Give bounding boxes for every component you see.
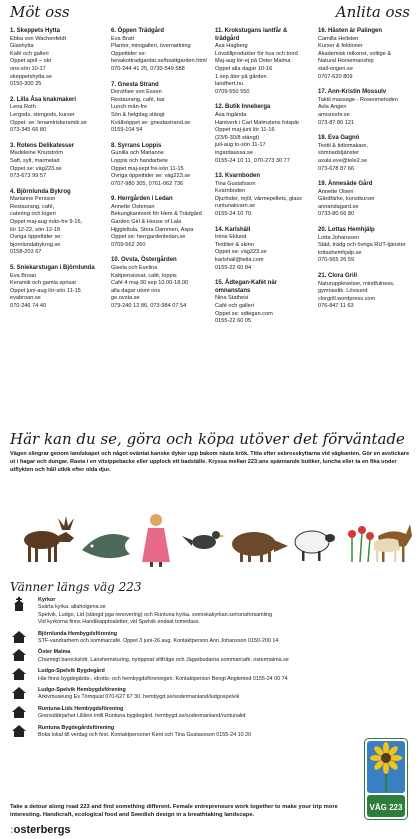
entry-line: amozeshr.se [318, 111, 350, 118]
entry-line: 0707-980 305, 0761-062 736 [111, 180, 184, 187]
entry-line: Öppet: se: lenamiriskeramik.se [10, 119, 87, 126]
entry-line: Natural Horsemanship [318, 58, 374, 65]
entry-line: Bekungkantverk för Hem & Trädgård [111, 211, 202, 218]
entry-line: Saft, sylt, marmelad [10, 157, 60, 164]
friend-entry [10, 597, 410, 627]
directory-entry [318, 89, 414, 127]
activities-title: Här kan du se, göra och köpa utöver det förväntade [10, 430, 405, 448]
entry-line: Öppet se: väg223.se [215, 249, 267, 256]
directory-entry [215, 104, 313, 165]
entry-line: Nina Stathesi [215, 295, 249, 302]
entry-title: 19. Ännesäde Gård [318, 181, 373, 188]
entry-title: 10. Ovsta, Östergården [111, 257, 177, 264]
entry-line: Öppet se: herrgardenledan.se [111, 234, 186, 241]
entry-line: 1 sep åter på gården [215, 73, 267, 80]
entry-line: Ebba von Wachenfeldt [10, 35, 67, 42]
friend-line: STF-vandrarhem och sommarcafé. Öppet 3 juni-26 aug. Kontaktperson Ann Johansson 0150-200 14 [38, 638, 279, 645]
fish-icon [82, 534, 130, 558]
friend-entry [10, 631, 410, 646]
entry-line: 076-847 11 63 [318, 303, 354, 310]
entry-title: 1. Skeppets Hytta [10, 28, 61, 34]
entry-line: Eva Bratt [111, 35, 135, 42]
brand-name: osterbergs [13, 824, 71, 836]
entry-line: Marianne Persson [10, 196, 56, 203]
entry-line: Loppis och handarbete [111, 157, 168, 164]
entry-line: Lövstillprodukter för hus och bord [215, 50, 298, 57]
friend-title: Ludgo-Spelvik Bygdegård [38, 668, 105, 675]
detour-text: Take a detour along road 223 and find something different. Female entrepreneurs work together to make your trip more interesting. Handicraft, ecological food and Swedish design in a breathtaking landscape. [10, 804, 338, 818]
column-4 [318, 28, 414, 319]
entry-line: Restaurang, café, bar [111, 96, 165, 103]
friend-line: Boka lokal till verdag och fest. Kontaktpersoner Kent och Tina Gustavsson 0155-24 10 20 [38, 732, 252, 739]
entry-line: Gisela och Evelina [111, 265, 158, 272]
entry-line: Naturupplevelser, mindfulness, [318, 280, 395, 287]
entry-line: Öppet juni-aug lör-sön 11-15 [10, 287, 81, 294]
directory-entry [318, 28, 414, 81]
brand-logo [10, 824, 71, 836]
entry-line: catering och logeri [10, 211, 56, 218]
entry-line: Lotta Johanssen [318, 234, 360, 241]
house-icon [12, 668, 26, 680]
directory-entry [318, 273, 414, 311]
entry-line: Iréne Eklund [215, 234, 247, 241]
friend-title: Ludgo-Spelvik Hembygdsförening [38, 687, 126, 694]
friend-title: Runtuna Bygdegårdsförening [38, 724, 115, 731]
column-2 [111, 28, 209, 319]
entry-line: lottashemhjalp.se [318, 249, 362, 256]
directory-entry [10, 97, 102, 135]
entry-line: Öppet maj-aug mån-fre 9-16, [10, 219, 83, 226]
badge-text: VÄG 223 [369, 803, 403, 812]
entry-line: Hantverk i Carl Malmstens fotspår [215, 119, 300, 126]
entry-title: 11. Krokstugans lantfår & trädgård [215, 28, 288, 42]
entry-line: Kvarnboden [215, 188, 246, 195]
entry-line: 0158-203 67 [10, 249, 42, 256]
entry-line: Sön & helgdag stängt [111, 111, 165, 118]
horses-icon [374, 524, 412, 562]
entry-line: 070-246 74 40 [10, 303, 47, 309]
entry-line: Öppet maj-sept fre-sön 11-15 [111, 165, 184, 172]
directory-entry [111, 143, 209, 189]
entry-title: 14. Karlshäll [215, 226, 251, 233]
entry-title: 3. Rotens Delikatesser [10, 142, 75, 149]
entry-line: 0155-22 60 84 [215, 264, 252, 271]
friend-entry [10, 706, 410, 721]
directory-entry [215, 227, 313, 273]
entry-line: ons-sön 10-17 [10, 65, 46, 72]
friends-title: Vänner längs väg 223 [10, 580, 142, 594]
entry-line: Öppet se: väg223.se [10, 165, 62, 172]
entry-title: 7. Gnesta Strand [111, 81, 159, 88]
friend-entry [10, 649, 410, 664]
entry-line: Åsa Ingånda [215, 111, 247, 118]
entry-title: 2. Lilla Åsa knakmakeri [10, 96, 77, 103]
friend-entry [10, 687, 410, 702]
friend-entry [10, 668, 410, 683]
entry-line: bjornlundabykrog.se [10, 241, 61, 248]
entry-line: Öppet april – okt [10, 58, 52, 65]
directory-entry [318, 135, 414, 173]
entry-line: Restaurang, café, [10, 203, 55, 210]
entry-line: 0155-22 60 05 [215, 318, 252, 325]
entry-line: Öppettider se: [111, 50, 147, 57]
directory-entry [111, 82, 209, 135]
entry-line: ge.ovsta.se [111, 295, 140, 302]
entry-line: Lunch mån-fre [111, 104, 148, 111]
house-icon [12, 706, 26, 718]
brand-mark: : [10, 824, 14, 836]
entry-line: 0733-80 66 80 [318, 211, 355, 218]
entry-line: evabroan.se [10, 295, 41, 302]
entry-line: Städ, trädg och övriga RUT-tjänster [318, 242, 406, 249]
directory-entry [10, 28, 102, 89]
directory-entry [318, 227, 414, 265]
entry-line: 070-244 41 25, 0730-549 588 [111, 65, 185, 72]
entry-line: 0707-620 809 [318, 73, 353, 80]
entry-line: stall-ongen.se [318, 65, 353, 72]
directory-entry [111, 257, 209, 310]
entry-line: Kurser & fektioner [318, 43, 363, 50]
friend-line: Charmigt barockslott. Lanshemsturing, nyöppnat viltfråge och Jägarbodarna sommarcafé. ostermalma.se [38, 656, 289, 663]
directory-entry [318, 181, 414, 219]
entry-line: Akademisk ridkonst, voltige & [318, 50, 392, 57]
animal-illustrations [8, 506, 412, 568]
entry-line: Gårdfärke, konstkurser [318, 196, 375, 203]
friend-title: Runtuna-Lids Hembygdsförening [38, 705, 124, 712]
entry-line: Kafé och galleri [10, 50, 49, 57]
entry-line: Öppet alla dagar 10-16 [215, 65, 273, 72]
boar-icon [232, 532, 288, 562]
entry-line: clorgrill.wordpress.com [318, 295, 376, 302]
entry-line: Café och galleri [215, 303, 254, 309]
entry-line: 0150-300 25 [10, 81, 42, 88]
entry-line: Madeleine Knutström [10, 150, 63, 157]
entry-line: Tina Gustafsson [215, 180, 256, 187]
friend-title: Kyrkor [38, 597, 56, 603]
directory-entry [215, 173, 313, 219]
entry-line: gymnastik. Lövsund [318, 288, 368, 295]
entry-line: karlshall@telia.com [215, 257, 264, 264]
entry-line: Avla Ängen [318, 104, 347, 111]
entry-line: Café 4 maj-30 sep 10.00-18.00 [111, 280, 189, 287]
entry-line: annandagard.se [318, 203, 359, 210]
friend-title: Öster Malma [38, 649, 71, 656]
entry-line: Lergods, stengods, kurser [10, 111, 75, 118]
directory-entry [10, 143, 102, 181]
entry-line: juli-aug to-sön 11-17 [215, 142, 266, 149]
entry-line: Annette Olsen [318, 188, 354, 195]
entry-line: bevakottradgardar.se/bsattgarden.html [111, 58, 207, 65]
directory-entry [111, 28, 209, 74]
entry-title: 13. Kvarnboden [215, 173, 261, 180]
entry-line: 073-345 66 80 [10, 127, 47, 134]
entry-line: 070-565 26 59 [318, 257, 355, 264]
directory-entry [215, 28, 313, 96]
flowers-icon [348, 526, 374, 562]
entry-title: 5. Sniekarstugan i Björnlunda [10, 265, 95, 272]
entry-line: 0709-550 550 [215, 88, 250, 95]
entry-line: (23/6-30/8 stängt) [215, 134, 260, 141]
page-title-left: Möt oss [10, 3, 70, 21]
entry-line: Hjggleltula, Stora Dammen, Aspa [111, 226, 194, 233]
directory-entry [111, 196, 209, 249]
woman-icon [142, 514, 170, 567]
entry-line: Övriga öppettider se: [10, 234, 62, 241]
directory-entry [10, 265, 102, 311]
directory-entry [10, 189, 102, 257]
friend-line: Spetvik, Ludgo, Lid (stängd pga renovering) och Runtuna kyrka. svenskakyrkan.se/ronaforsamling [38, 611, 273, 618]
entry-line: Åsa Hagberg [215, 43, 248, 50]
entry-line: 0155-24 10 11, 070-273 30 77 [215, 157, 290, 164]
entry-title: 12. Butik Inneberga [215, 104, 271, 111]
entry-title: 8. Syrrans Loppis [111, 142, 162, 149]
entry-line: 073-673 99 57 [10, 173, 47, 180]
page-title-right: Anlita oss [335, 3, 410, 21]
entry-line: Gunilla och Marianne [111, 150, 164, 157]
entry-title: 9. Herrgården i Ledan [111, 196, 173, 203]
entry-title: 6. Öppen Trädgård [111, 28, 165, 34]
house-icon [12, 725, 26, 737]
entry-line: 0159-104 54 [111, 127, 143, 134]
activities-text: Vägen slingrar genom landskapet och något oväntat kanske dyker upp bakom nästa krök. Titta efter sebrosskyltarna vid vägkanten. Gör en avstickare ut i hagar och dungar. Rasta i en vitsippebacke eller upplock ett badställe. Kryssa mellan 223:ans spännande butiker, luncha eller ta en fika under utflykten och håll utkik efter olda djur. [10, 451, 410, 473]
friends-list [10, 597, 410, 744]
entry-line: sömnadstjänster [318, 150, 360, 157]
entry-line: Maj-aug lör-ej på Öster Malma [215, 58, 291, 65]
entry-line: Camilla Hellsten [318, 35, 359, 42]
entry-line: 073-678 87 66 [318, 165, 355, 172]
entry-line: Garden Girl & House of Lala [111, 219, 182, 226]
entry-line: Annette Östeman [111, 203, 155, 210]
entry-line: 0155-24 10 70 [215, 211, 252, 218]
entry-line: Dorothee von Essen [111, 89, 162, 96]
entry-line: Kvällsöppet se: gnestastrand.se [111, 119, 191, 126]
entry-line: Plantor, minigalleri, övernattning [111, 43, 191, 50]
entry-title: 16. Hästen är Palingen [318, 28, 383, 34]
road-223-badge [364, 738, 408, 820]
church-icon [12, 597, 26, 611]
house-icon [12, 687, 26, 699]
friend-title: Björnlunda Hembygdsförening [38, 630, 118, 637]
entry-line: alla dagar utom ons [111, 287, 161, 294]
friend-entry [10, 725, 410, 740]
sheep-icon [295, 531, 335, 561]
moose-icon [24, 516, 74, 562]
entry-line: skeppetshytta.se [10, 73, 52, 80]
bird-icon [182, 531, 226, 549]
column-1 [10, 28, 102, 319]
column-3 [215, 28, 313, 334]
entry-line: Taktil massage - Rosenmetoden [318, 96, 398, 103]
entry-line: lör 12-22, sön 12-18 [10, 226, 61, 233]
entry-line: Öppet se: sdtegan.com [215, 310, 273, 317]
friend-line: Vid kyrkorna finns Handikapptoaletter, vid Spelvik endast tomedass. [38, 619, 201, 626]
entry-title: 15. Ådtegan-Kafét när omnanstans [215, 280, 278, 294]
entry-line: Kattpensionat, café, loppis [111, 272, 177, 279]
entry-line: 079-240 12 86, 073-984 07 54 [111, 303, 187, 309]
directory-entry [215, 280, 313, 326]
entry-title: 21. Clora Grill [318, 273, 358, 280]
entry-line: Keramik och gamla sprisar [10, 280, 77, 287]
entry-line: landhert.nu [215, 81, 243, 88]
entry-line: Glashytta [10, 43, 34, 50]
entry-line: runtunakvarn.se [215, 203, 256, 210]
entry-line: 073-87 80 121 [318, 119, 355, 126]
entry-title: 4. Björnlunda Bykrog [10, 188, 71, 195]
entry-line: Lena Roth [10, 104, 36, 111]
entry-line: 0709-562 260 [111, 241, 146, 248]
house-icon [12, 649, 26, 661]
entry-line: Öppet maj-juni lör 11-16 [215, 127, 275, 134]
entry-line: Övriga öppettider se: väg223.se [111, 173, 191, 180]
entry-line: Djurfoder, mjöl, vårmepellets, glass [215, 195, 303, 202]
friend-line: Arkivmuseung Es Törnquist 070-627 67 30. hembygd.se/sodermanland/ludgospelvik [38, 694, 240, 701]
house-icon [12, 631, 26, 643]
entry-title: 20. Lottas Hemhjälp [318, 227, 375, 234]
entry-line: Textilier & skinn [215, 241, 254, 248]
friend-line: Svärta kyrka. allaholgena.se [38, 604, 106, 611]
entry-title: 17. Ann-Kristin Mossulv [318, 89, 387, 96]
friend-line: Grensdåtrjarhet Lillånn intill Runtuna bygdegård. hembygd.se/sodermanland/runtunalid [38, 713, 246, 720]
entry-line: Eva Broan [10, 272, 37, 279]
friend-line: Här finns bygdegårds-, idrotts- och hembygdsföreningen. Kontaktperson Bengt Anglemed 0155-24 00 74 [38, 675, 288, 682]
entry-line: ingardaassa.se [215, 149, 253, 156]
entry-line: axala.eve@tele2.se [318, 157, 368, 164]
entry-line: Textil & tidiomakare, [318, 142, 369, 149]
entry-title: 18. Eva Gagnö [318, 135, 360, 142]
